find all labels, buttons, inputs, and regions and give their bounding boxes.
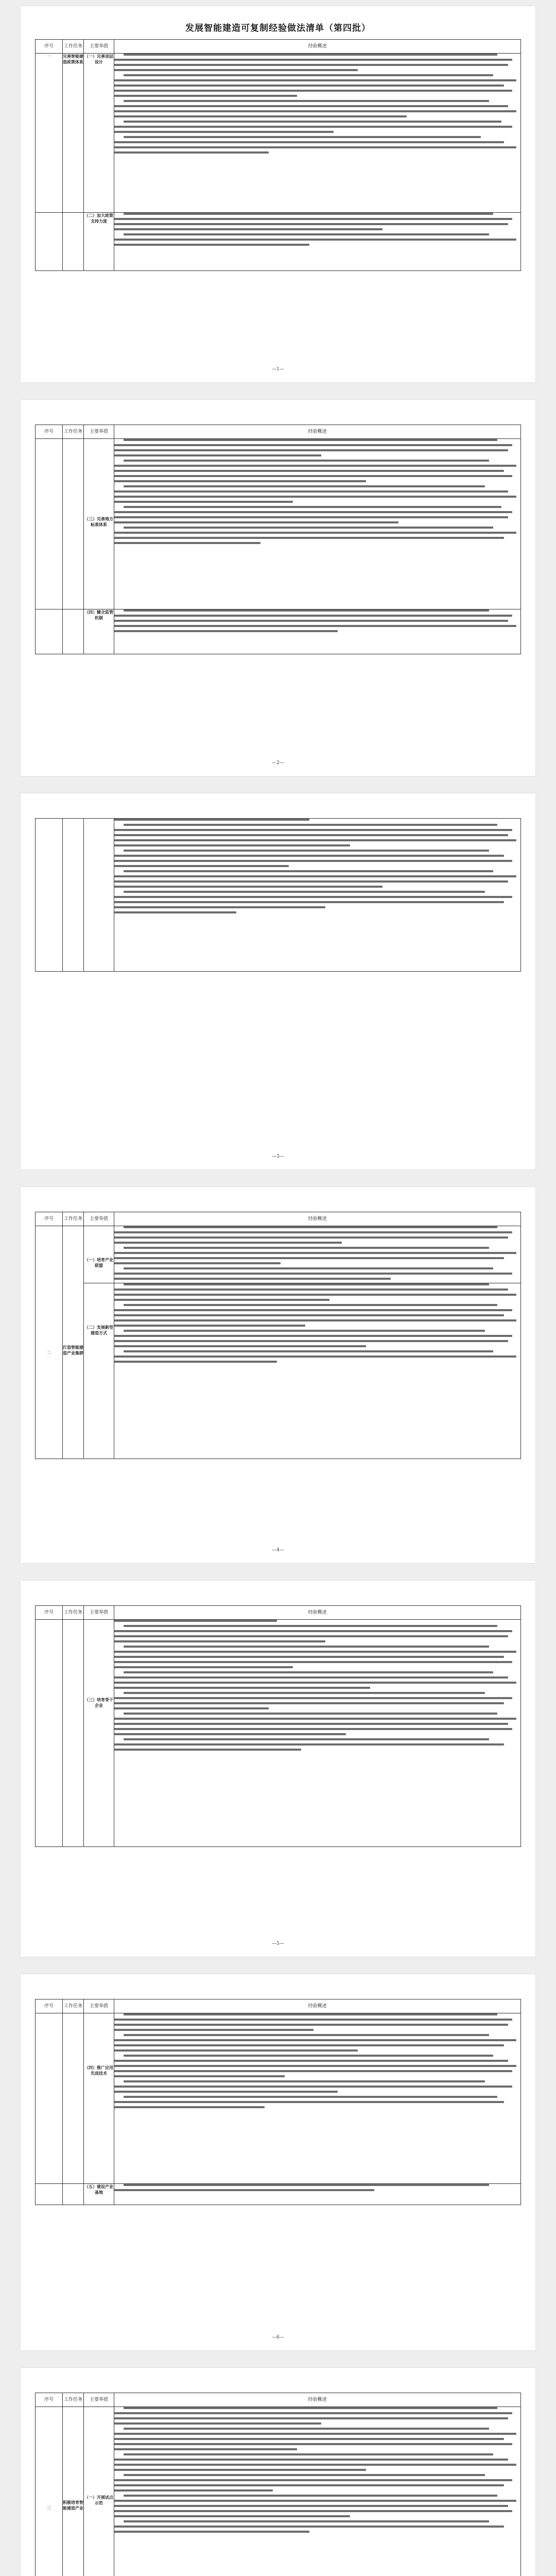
header-seq: 序号 (36, 1212, 63, 1226)
row-summary (114, 2184, 521, 2205)
table-row (36, 2407, 521, 2576)
header-summary: 经验概述 (114, 1212, 521, 1226)
row-measure (84, 1620, 114, 1847)
header-seq: 序号 (36, 1606, 63, 1620)
table-row (36, 1226, 521, 1283)
header-seq: 序号 (36, 2393, 63, 2407)
table-header-row (36, 1999, 521, 2013)
measure-label: （四）推广应用先进技术 (84, 2065, 113, 2076)
page-4 (21, 1187, 535, 1563)
row-measure (84, 213, 114, 271)
row-summary (114, 609, 521, 654)
row-measure (84, 54, 114, 213)
header-task: 工作任务 (63, 1212, 84, 1226)
row-measure (84, 1226, 114, 1283)
header-measure: 主要举措 (84, 2393, 114, 2407)
header-summary: 经验概述 (114, 425, 521, 439)
page-number: —5— (272, 1941, 284, 1946)
table-row (36, 439, 521, 609)
table-row (36, 213, 521, 271)
table-header-row (36, 425, 521, 439)
page-7 (21, 2368, 535, 2576)
header-seq: 序号 (36, 1999, 63, 2013)
row-summary (114, 819, 521, 972)
header-measure: 主要举措 (84, 40, 114, 54)
document-title: 发展智能建造可复制经验做法清单（第四批） (185, 23, 371, 33)
page-2 (21, 400, 535, 776)
table-header-row (36, 2393, 521, 2407)
table-row (36, 1620, 521, 1847)
header-task: 工作任务 (63, 425, 84, 439)
header-summary: 经验概述 (114, 40, 521, 54)
content-table (35, 1999, 521, 2205)
measure-label: （一）培育产业联盟 (84, 1257, 113, 1268)
page-number: —2— (272, 760, 284, 766)
content-table (35, 2393, 521, 2576)
measure-label: （一）完善顶层设计 (84, 54, 113, 64)
table-row (36, 2013, 521, 2184)
row-summary (114, 213, 521, 271)
page-number: —6— (272, 2335, 284, 2340)
row-summary (114, 1226, 521, 1283)
row-measure (84, 1283, 114, 1459)
row-task: 完善智能建造政策体系 (63, 54, 84, 213)
row-summary (114, 54, 521, 213)
row-summary (114, 2013, 521, 2184)
page-1 (21, 6, 535, 382)
row-measure (84, 2407, 114, 2576)
row-task: 打造智能建造产业集群 (63, 1226, 84, 1459)
table-header-row (36, 1606, 521, 1620)
header-measure: 主要举措 (84, 1212, 114, 1226)
page-3 (21, 793, 535, 1170)
page-5 (21, 1581, 535, 1957)
table-row (36, 609, 521, 654)
content-table (35, 1212, 521, 1459)
page-number: —3— (272, 1154, 284, 1159)
header-measure: 主要举措 (84, 1606, 114, 1620)
row-measure (84, 2184, 114, 2205)
header-summary: 经验概述 (114, 1999, 521, 2013)
table-row (36, 1283, 521, 1459)
row-measure (84, 609, 114, 654)
header-seq: 序号 (36, 425, 63, 439)
header-task: 工作任务 (63, 1999, 84, 2013)
measure-label: （三）完善地方标准体系 (84, 516, 113, 527)
measure-label: （二）加大政策支持力度 (84, 213, 113, 224)
row-task: 积极培育智能建造产业 (63, 2407, 84, 2576)
measure-label: （五）建设产业基地 (84, 2184, 113, 2195)
table-row (36, 819, 521, 972)
row-summary (114, 439, 521, 609)
content-table (35, 818, 521, 972)
header-task: 工作任务 (63, 1606, 84, 1620)
row-summary (114, 1283, 521, 1459)
page-number: —4— (272, 1548, 284, 1553)
measure-label: （四）健全监管机制 (84, 609, 113, 620)
row-seq: 一 (36, 54, 63, 213)
header-summary: 经验概述 (114, 1606, 521, 1620)
measure-label: （一）开展试点示范 (84, 2495, 113, 2505)
table-header-row (36, 40, 521, 54)
header-seq: 序号 (36, 40, 63, 54)
row-measure (84, 439, 114, 609)
header-measure: 主要举措 (84, 425, 114, 439)
page-6 (21, 1974, 535, 2350)
header-task: 工作任务 (63, 2393, 84, 2407)
table-header-row (36, 1212, 521, 1226)
table-row (36, 2184, 521, 2205)
page-number: —1— (272, 367, 284, 372)
content-table (35, 1605, 521, 1847)
measure-label: （二）发展新型建造方式 (84, 1325, 113, 1335)
header-task: 工作任务 (63, 40, 84, 54)
row-measure (84, 2013, 114, 2184)
content-table (35, 39, 521, 271)
measure-label: （三）培育骨干企业 (84, 1697, 113, 1708)
header-summary: 经验概述 (114, 2393, 521, 2407)
content-table (35, 425, 521, 654)
row-seq: 二 (36, 1226, 63, 1459)
table-row (36, 54, 521, 213)
row-summary (114, 2407, 521, 2576)
row-seq: 三 (36, 2407, 63, 2576)
row-summary (114, 1620, 521, 1847)
header-measure: 主要举措 (84, 1999, 114, 2013)
